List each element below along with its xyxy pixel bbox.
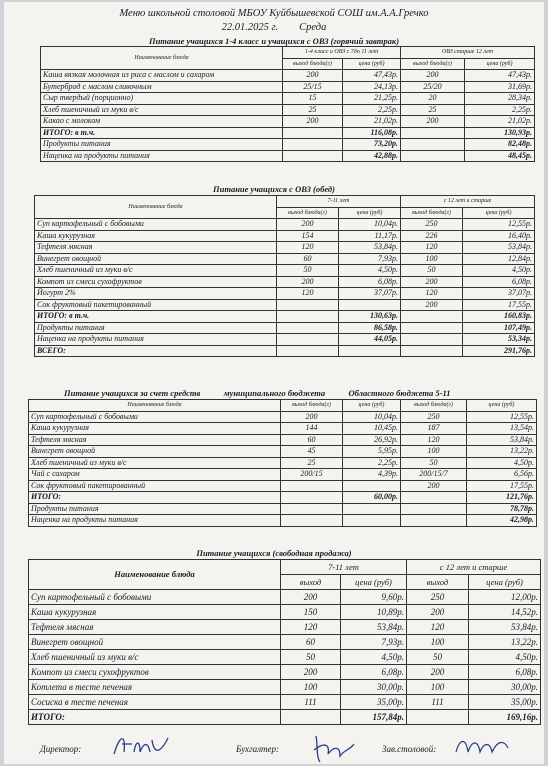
dish-output-1: 45 <box>281 446 343 458</box>
dish-name: Винегрет овощной <box>35 253 277 265</box>
products-price-2: 82,48р. <box>465 139 535 151</box>
markup-row <box>35 334 535 346</box>
dish-price-1: 10,04р. <box>343 411 401 423</box>
dish-price-1: 47,43р. <box>343 70 401 82</box>
dish-price-2: 53,84р. <box>467 434 537 446</box>
dish-name: Хлеб пшеничный из муки в/с <box>29 650 281 665</box>
products-price-2: 78,78р. <box>467 503 537 515</box>
dish-price-1: 4,39р. <box>343 469 401 481</box>
menu-row <box>29 469 537 481</box>
col-name-header: Наименование блюда <box>41 47 283 70</box>
canteen-head-label: Зав.столовой: <box>382 744 437 754</box>
products-price-1: 73,20р. <box>343 139 401 151</box>
dish-price-2: 17,55р. <box>467 480 537 492</box>
dish-output-2: 120 <box>407 620 469 635</box>
menu-title: Меню школьной столовой МБОУ Куйбышевской СОШ им.А.А.Гречко <box>119 8 429 19</box>
dish-name: Винегрет овощной <box>29 635 281 650</box>
col-price-header: цена (руб) <box>341 575 407 590</box>
total-price-2: 169,16р. <box>469 710 541 725</box>
dish-name: Сыр твердый (порционно) <box>41 93 283 105</box>
total-price-2: 130,93р. <box>465 127 535 139</box>
dish-name: Суп картофельный с бобовыми <box>29 411 281 423</box>
dish-price-1: 10,89р. <box>341 605 407 620</box>
dish-output-1: 25 <box>281 457 343 469</box>
dish-output-2: 50 <box>401 457 467 469</box>
dish-output-2: 100 <box>407 635 469 650</box>
dish-price-1: 6,08р. <box>341 665 407 680</box>
dish-output-1: 144 <box>281 423 343 435</box>
dish-output-2: 50 <box>407 650 469 665</box>
col-out-header: выход блюда(г) <box>277 207 339 219</box>
dish-output-2: 226 <box>401 230 463 242</box>
dish-name: Каша кукурузная <box>35 230 277 242</box>
menu-row <box>29 695 541 710</box>
dish-price-1: 35,00р. <box>341 695 407 710</box>
section3-title-c: Областного бюджета 5-11 <box>348 388 451 398</box>
markup-price-2: 48,45р. <box>465 150 535 162</box>
menu-row <box>29 605 541 620</box>
section3-rows <box>29 411 537 492</box>
dish-output-1: 15 <box>283 93 343 105</box>
dish-price-2: 6,56р. <box>467 469 537 481</box>
dish-price-1: 6,08р. <box>339 276 401 288</box>
dish-output-2: 200 <box>401 299 463 311</box>
markup-row <box>29 515 537 527</box>
dish-output-1: 200 <box>281 411 343 423</box>
dish-name: Сок фруктовый пакетированный <box>29 480 281 492</box>
menu-row <box>41 93 535 105</box>
total-price-1: 130,63р. <box>339 311 401 323</box>
col-price-header: цена (руб) <box>467 400 537 412</box>
dish-price-1: 7,93р. <box>339 253 401 265</box>
col-out-header: выход блюда(г) <box>281 400 343 412</box>
dish-name: Каша вязкая молочная из риса с маслом и сахаром <box>41 70 283 82</box>
menu-row <box>35 276 535 288</box>
group1-header: 7-11 лет <box>277 196 401 208</box>
col-out-header: выход блюда(г) <box>401 400 467 412</box>
dish-output-2: 200 <box>407 665 469 680</box>
section4-rows <box>29 590 541 710</box>
dish-name: Суп картофельный с бобовыми <box>29 590 281 605</box>
dish-output-2: 200 <box>401 116 465 128</box>
menu-row <box>29 680 541 695</box>
menu-row <box>29 665 541 680</box>
dish-price-1: 7,93р. <box>341 635 407 650</box>
accountant-signature <box>310 732 358 764</box>
dish-output-1: 200/15 <box>281 469 343 481</box>
dish-price-1: 2,25р. <box>343 457 401 469</box>
dish-output-1 <box>277 299 339 311</box>
table-header-row <box>41 47 535 59</box>
dish-output-2: 25 <box>401 104 465 116</box>
menu-row <box>29 411 537 423</box>
col-price-header: цена (руб) <box>463 207 535 219</box>
total-price-1: 116,08р. <box>343 127 401 139</box>
products-price-2: 107,49р. <box>463 322 535 334</box>
dish-output-1: 200 <box>283 70 343 82</box>
group2-header: с 12 лет и старше <box>407 560 541 575</box>
dish-name: Чай с сахаром <box>29 469 281 481</box>
dish-output-2: 100 <box>407 680 469 695</box>
section3-title-a: Питание учащихся за счет средств <box>64 388 201 398</box>
dish-price-1: 26,92р. <box>343 434 401 446</box>
col-price-header: цена (руб) <box>465 58 535 70</box>
dish-price-2: 4,50р. <box>469 650 541 665</box>
menu-row <box>29 620 541 635</box>
menu-row <box>29 635 541 650</box>
dish-output-2: 111 <box>407 695 469 710</box>
dish-output-1: 60 <box>281 434 343 446</box>
menu-row <box>29 480 537 492</box>
total-label: ИТОГО: <box>29 710 281 725</box>
menu-row <box>41 70 535 82</box>
director-label: Директор: <box>40 744 82 754</box>
menu-row <box>35 288 535 300</box>
dish-price-1: 53,84р. <box>339 242 401 254</box>
dish-output-2: 100 <box>401 446 467 458</box>
dish-price-2: 12,55р. <box>467 411 537 423</box>
section2-title: Питание учащихся с ОВЗ (обед) <box>213 184 335 194</box>
menu-row <box>29 590 541 605</box>
dish-price-1: 9,60р. <box>341 590 407 605</box>
dish-name: Какао с молоком <box>41 116 283 128</box>
menu-row <box>41 81 535 93</box>
dish-output-2: 120 <box>401 434 467 446</box>
total-label: ИТОГО: <box>29 492 281 504</box>
markup-price-2: 53,34р. <box>463 334 535 346</box>
total-label: ИТОГО: в т.ч. <box>35 311 277 323</box>
col-price-header: цена (руб) <box>343 58 401 70</box>
total-price-2: 121,76р. <box>467 492 537 504</box>
canteen-head-signature <box>452 732 512 758</box>
grand-total-label: ВСЕГО: <box>35 345 277 357</box>
dish-price-2: 4,50р. <box>467 457 537 469</box>
col-out-header: выход блюда(г) <box>401 207 463 219</box>
dish-price-2: 53,84р. <box>469 620 541 635</box>
dish-name: Сок фруктовый пакетированный <box>35 299 277 311</box>
menu-row <box>35 265 535 277</box>
dish-price-1: 30,00р. <box>341 680 407 695</box>
table-header-row <box>29 400 537 412</box>
dish-output-2: 120 <box>401 242 463 254</box>
dish-price-1: 11,17р. <box>339 230 401 242</box>
dish-output-2: 50 <box>401 265 463 277</box>
dish-price-1: 5,95р. <box>343 446 401 458</box>
dish-output-1: 200 <box>277 219 339 231</box>
dish-output-1: 60 <box>277 253 339 265</box>
dish-name: Котлета в тесте печеная <box>29 680 281 695</box>
menu-date-line <box>4 22 544 33</box>
dish-price-1: 53,84р. <box>341 620 407 635</box>
dish-output-2: 250 <box>401 411 467 423</box>
dish-output-2: 25/20 <box>401 81 465 93</box>
group2-header: с 12 лет и старше <box>401 196 535 208</box>
markup-price-1: 42,88р. <box>343 150 401 162</box>
section2-table <box>34 195 535 357</box>
table-header-row <box>35 196 535 208</box>
menu-row <box>35 219 535 231</box>
dish-output-2: 100 <box>401 253 463 265</box>
dish-output-1: 200 <box>281 590 341 605</box>
col-name-header: Наименование блюда <box>29 560 281 590</box>
dish-name: Тефтеля мясная <box>29 620 281 635</box>
markup-price-2: 42,98р. <box>467 515 537 527</box>
dish-price-2: 35,00р. <box>469 695 541 710</box>
dish-price-2: 12,84р. <box>463 253 535 265</box>
col-out-header: выход <box>281 575 341 590</box>
markup-row <box>41 150 535 162</box>
dish-output-1: 111 <box>281 695 341 710</box>
section2-rows <box>35 219 535 311</box>
grand-total-value: 291,76р. <box>463 345 535 357</box>
dish-output-1: 25 <box>283 104 343 116</box>
director-signature <box>110 730 172 760</box>
dish-output-2: 200/15/7 <box>401 469 467 481</box>
dish-output-2: 20 <box>401 93 465 105</box>
dish-output-1: 120 <box>281 620 341 635</box>
dish-price-1: 37,07р. <box>339 288 401 300</box>
dish-name: Каша кукурузная <box>29 605 281 620</box>
products-label: Продукты питания <box>35 322 277 334</box>
products-row <box>35 322 535 334</box>
dish-name: Винегрет овощной <box>29 446 281 458</box>
dish-price-1: 4,50р. <box>339 265 401 277</box>
dish-name: Бутерброд с маслом сливочным <box>41 81 283 93</box>
col-name-header: Наименование блюда <box>35 196 277 219</box>
menu-sheet <box>4 2 544 764</box>
col-price-header: цена (руб) <box>343 400 401 412</box>
dish-output-1: 120 <box>277 242 339 254</box>
dish-price-2: 47,43р. <box>465 70 535 82</box>
section4-title: Питание учащихся (свободная продажа) <box>196 548 352 558</box>
menu-row <box>35 242 535 254</box>
total-row <box>29 492 537 504</box>
menu-row <box>35 299 535 311</box>
section1-title: Питание учащихся 1-4 класс и учащихся с ОВЗ (горячий завтрак) <box>148 36 400 46</box>
section1-table <box>40 46 535 162</box>
products-price-1: 86,58р. <box>339 322 401 334</box>
markup-label: Наценка на продукты питания <box>35 334 277 346</box>
dish-output-1: 150 <box>281 605 341 620</box>
dish-name: Тефтеля мясная <box>29 434 281 446</box>
dish-price-2: 28,34р. <box>465 93 535 105</box>
products-row <box>41 139 535 151</box>
products-row <box>29 503 537 515</box>
dish-output-1: 200 <box>277 276 339 288</box>
dish-price-2: 17,55р. <box>463 299 535 311</box>
markup-label: Наценка на продукты питания <box>29 515 281 527</box>
group1-header: 1-4 класс и ОВЗ с 7до 11 лет <box>283 47 401 59</box>
total-price-1: 157,84р. <box>341 710 407 725</box>
total-row <box>41 127 535 139</box>
dish-output-2: 200 <box>401 70 465 82</box>
dish-name: Йогурт 2% <box>35 288 277 300</box>
dish-output-2: 250 <box>407 590 469 605</box>
dish-price-2: 12,55р. <box>463 219 535 231</box>
dish-output-2: 200 <box>401 276 463 288</box>
dish-output-1: 154 <box>277 230 339 242</box>
group2-header: ОВЗ старше 12 лет <box>401 47 535 59</box>
dish-price-1 <box>343 480 401 492</box>
dish-output-2: 200 <box>407 605 469 620</box>
menu-weekday: Среда <box>299 22 327 33</box>
table-header-row <box>29 560 541 575</box>
dish-name: Компот из смеси сухофруктов <box>29 665 281 680</box>
menu-row <box>41 116 535 128</box>
section3-title <box>4 388 534 398</box>
dish-price-2: 37,07р. <box>463 288 535 300</box>
dish-output-1: 100 <box>281 680 341 695</box>
dish-price-1: 2,25р. <box>343 104 401 116</box>
menu-row <box>29 457 537 469</box>
menu-row <box>29 446 537 458</box>
dish-price-1: 21,25р. <box>343 93 401 105</box>
dish-output-2: 250 <box>401 219 463 231</box>
total-price-2: 160,83р. <box>463 311 535 323</box>
dish-output-2: 120 <box>401 288 463 300</box>
dish-name: Каша кукурузная <box>29 423 281 435</box>
dish-price-2: 6,08р. <box>463 276 535 288</box>
dish-name: Хлеб пшеничный из муки в/с <box>35 265 277 277</box>
dish-price-2: 13,54р. <box>467 423 537 435</box>
col-name-header: Наименование блюда <box>29 400 281 412</box>
dish-output-1: 25/15 <box>283 81 343 93</box>
dish-name: Хлеб пшеничный из муки в/с <box>41 104 283 116</box>
markup-price-1: 44,05р. <box>339 334 401 346</box>
menu-row <box>41 104 535 116</box>
dish-price-1: 21,02р. <box>343 116 401 128</box>
total-row <box>29 710 541 725</box>
grand-total-row <box>35 345 535 357</box>
dish-name: Тефтеля мясная <box>35 242 277 254</box>
dish-price-2: 30,00р. <box>469 680 541 695</box>
markup-label: Наценка на продукты питания <box>41 150 283 162</box>
col-price-header: цена (руб) <box>469 575 541 590</box>
dish-price-2: 14,52р. <box>469 605 541 620</box>
group1-header: 7-11 лет <box>281 560 407 575</box>
total-label: ИТОГО: в т.ч. <box>41 127 283 139</box>
section3-title-b: муниципального бюджета <box>223 388 326 398</box>
col-out-header: выход блюда(г) <box>401 58 465 70</box>
col-price-header: цена (руб) <box>339 207 401 219</box>
dish-price-2: 13,22р. <box>469 635 541 650</box>
accountant-label: Бухгалтер: <box>236 744 279 754</box>
menu-row <box>29 423 537 435</box>
dish-name: Хлеб пшеничный из муки в/с <box>29 457 281 469</box>
dish-price-2: 21,02р. <box>465 116 535 128</box>
section3-table <box>28 399 537 527</box>
total-row <box>35 311 535 323</box>
menu-date: 22.01.2025 г. <box>221 22 279 33</box>
dish-price-1: 4,50р. <box>341 650 407 665</box>
dish-price-2: 4,50р. <box>463 265 535 277</box>
dish-output-2: 200 <box>401 480 467 492</box>
total-price-1: 60,00р. <box>343 492 401 504</box>
col-out-header: выход блюда(г) <box>283 58 343 70</box>
menu-row <box>29 650 541 665</box>
section1-rows <box>41 70 535 128</box>
dish-price-2: 53,84р. <box>463 242 535 254</box>
dish-price-2: 2,25р. <box>465 104 535 116</box>
dish-name: Сосиска в тесте печеная <box>29 695 281 710</box>
dish-output-2: 187 <box>401 423 467 435</box>
dish-price-2: 31,69р. <box>465 81 535 93</box>
menu-row <box>35 253 535 265</box>
products-label: Продукты питания <box>41 139 283 151</box>
dish-price-2: 6,08р. <box>469 665 541 680</box>
dish-price-1: 24,13р. <box>343 81 401 93</box>
dish-name: Суп картофельный с бобовыми <box>35 219 277 231</box>
dish-price-1 <box>339 299 401 311</box>
dish-price-2: 16,40р. <box>463 230 535 242</box>
dish-output-1: 60 <box>281 635 341 650</box>
dish-output-1 <box>281 480 343 492</box>
dish-price-1: 10,04р. <box>339 219 401 231</box>
dish-output-1: 120 <box>277 288 339 300</box>
dish-price-2: 12,00р. <box>469 590 541 605</box>
dish-price-1: 10,45р. <box>343 423 401 435</box>
dish-output-1: 50 <box>281 650 341 665</box>
menu-row <box>35 230 535 242</box>
section4-table <box>28 559 541 725</box>
dish-output-1: 200 <box>281 665 341 680</box>
col-out-header: выход <box>407 575 469 590</box>
products-label: Продукты питания <box>29 503 281 515</box>
dish-output-1: 50 <box>277 265 339 277</box>
menu-row <box>29 434 537 446</box>
dish-output-1: 200 <box>283 116 343 128</box>
dish-name: Компот из смеси сухофруктов <box>35 276 277 288</box>
dish-price-2: 13,22р. <box>467 446 537 458</box>
